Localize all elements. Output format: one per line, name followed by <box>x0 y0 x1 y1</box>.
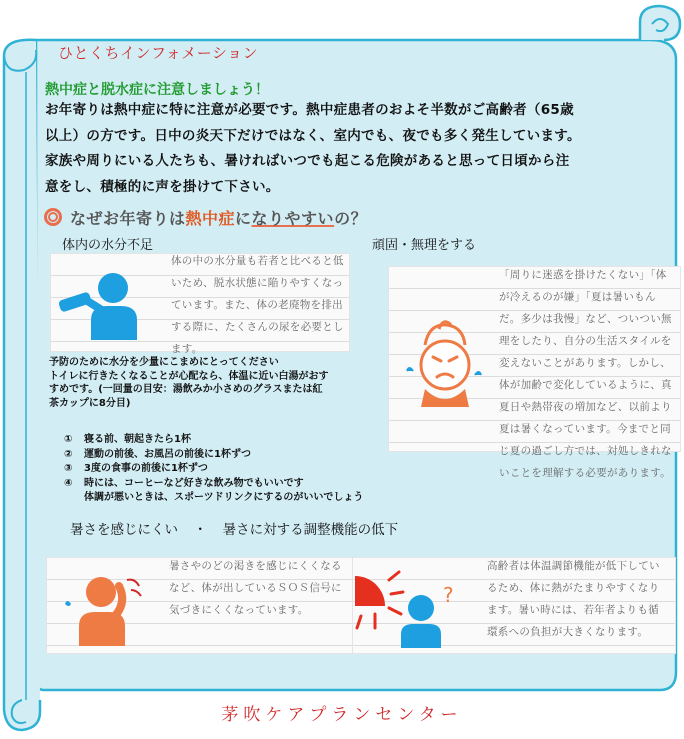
heat-sense-card-line: 気づきにくくなっています。 <box>169 604 309 616</box>
note-line: 予防のために水分を少量にこまめにとってください <box>49 357 279 368</box>
heat-title-right: 暑さに対する調整機能の低下 <box>222 522 399 538</box>
stubborn-card <box>388 266 681 479</box>
why-heading-pre: なぜお年寄りは <box>70 208 186 228</box>
footer-org-name: 茅吹ケアプランセンター <box>221 705 463 725</box>
water-card-line: する際に、たくさんの尿を必要とし <box>171 321 344 333</box>
thirsty-person-icon <box>55 572 145 646</box>
why-heading-mid: に <box>235 208 252 228</box>
intro-text <box>45 98 635 200</box>
svg-text:?: ? <box>443 583 454 607</box>
intro-line: お年寄りは熱中症に特に注意が必要です。熱中症患者のおよそ半数がご高齢者（65歳 <box>45 102 574 118</box>
water-card <box>50 253 350 355</box>
note-line: 茶カップに8分目) <box>49 397 131 409</box>
note-line: トイレに行きたくなることが心配なら、体温に近い白湯がおす <box>49 370 329 382</box>
stubborn-card-line: じ夏の過ごし方では、対処しきれな <box>499 445 672 457</box>
stubborn-elder-icon <box>399 315 485 411</box>
heat-regulation-card-line: ます。暑い時には、若年者よりも循 <box>487 604 659 616</box>
section-heat-title <box>70 518 398 538</box>
water-card-line: ています。また、体の老廃物を排出 <box>171 299 343 311</box>
why-heading-highlight: 熱中症 <box>185 208 236 228</box>
list-item: ③ 3度の食事の前後に1杯ずつ <box>64 463 208 474</box>
why-heading-underline: なりやすい <box>251 208 335 228</box>
stubborn-card-line: 夏は暑くなっています。今までと同 <box>499 423 671 435</box>
water-notes <box>49 356 389 410</box>
heat-regulation-card-line: 環系への負担が大きくなります。 <box>487 626 649 638</box>
list-item-extra: 体調が悪いときは、スポーツドリンクにするのがいいでしょう <box>84 492 364 503</box>
target-circle-icon <box>44 208 62 226</box>
stubborn-card-line: 「周りに迷惑を掛けたくない」「体 <box>499 269 667 281</box>
stubborn-card-line: いことを理解する必要があります。 <box>499 467 671 479</box>
water-card-line: いため、脱水状態に陥りやすくなっ <box>171 277 344 289</box>
list-item: ① 寝る前、朝起きたら1杯 <box>64 434 191 445</box>
water-card-line: 体の中の水分量も若者と比べると低 <box>171 255 344 267</box>
section-stubborn-title: 頑固・無理をする <box>372 238 477 253</box>
heat-sense-card-line: など、体が出しているＳＯＳ信号に <box>169 582 342 594</box>
heat-regulation-card <box>352 557 676 654</box>
why-heading <box>44 204 367 230</box>
note-line: すめです。(一回量の目安：湯飲みか小さめのグラスまたは紅 <box>49 384 323 395</box>
intro-line: 家族や周りにいる人たちも、暑ければいつでも起こる危険があると思って日頃から注 <box>45 153 570 169</box>
intro-heading: 熱中症と脱水症に注意しましょう！ <box>45 82 269 98</box>
page-title: ひとくちインフォメーション <box>58 44 259 62</box>
drinking-person-icon <box>53 268 153 340</box>
intro-line: 以上）の方です。日中の炎天下だけではなく、室内でも、夜でも多く発生しています。 <box>45 127 581 144</box>
list-item: ④ 時には、コーヒーなど好きな飲み物でもいいです <box>64 477 304 489</box>
stubborn-card-line: 体が加齢で変化しているように、真 <box>499 379 672 391</box>
heat-title-separator: ・ <box>193 522 208 538</box>
heat-sense-card-line: 暑さやのどの渇きを感じにくくなる <box>169 560 342 572</box>
stubborn-card-line: だ。多少は我慢」など、ついつい無 <box>499 313 672 325</box>
stubborn-card-line: 夏日や熱帯夜の増加など、以前より <box>499 401 672 413</box>
sun-and-person-icon <box>355 568 463 648</box>
list-item: ② 運動の前後、お風呂の前後に1杯ずつ <box>64 448 251 460</box>
stubborn-card-line: 変えないことがあります。しかし、 <box>499 357 671 369</box>
water-list <box>64 433 363 506</box>
intro-line: 意をし、積極的に声を掛けて下さい。 <box>45 178 280 195</box>
heat-regulation-card-line: 高齢者は体温調節機能が低下してい <box>487 560 660 572</box>
section-water-title: 体内の水分不足 <box>62 238 154 253</box>
water-card-line: ます。 <box>171 343 203 355</box>
heat-title-left: 暑さを感じにくい <box>70 522 178 538</box>
why-heading-post: の？ <box>334 208 368 228</box>
stubborn-card-line: が冷えるのが嫌」「夏は暑いもん <box>499 291 656 303</box>
stubborn-card-line: 理をしたり、自分の生活スタイルを <box>499 335 672 347</box>
heat-sense-card <box>46 557 354 654</box>
heat-regulation-card-line: るため、体に熱がたまりやすくなり <box>487 582 660 594</box>
